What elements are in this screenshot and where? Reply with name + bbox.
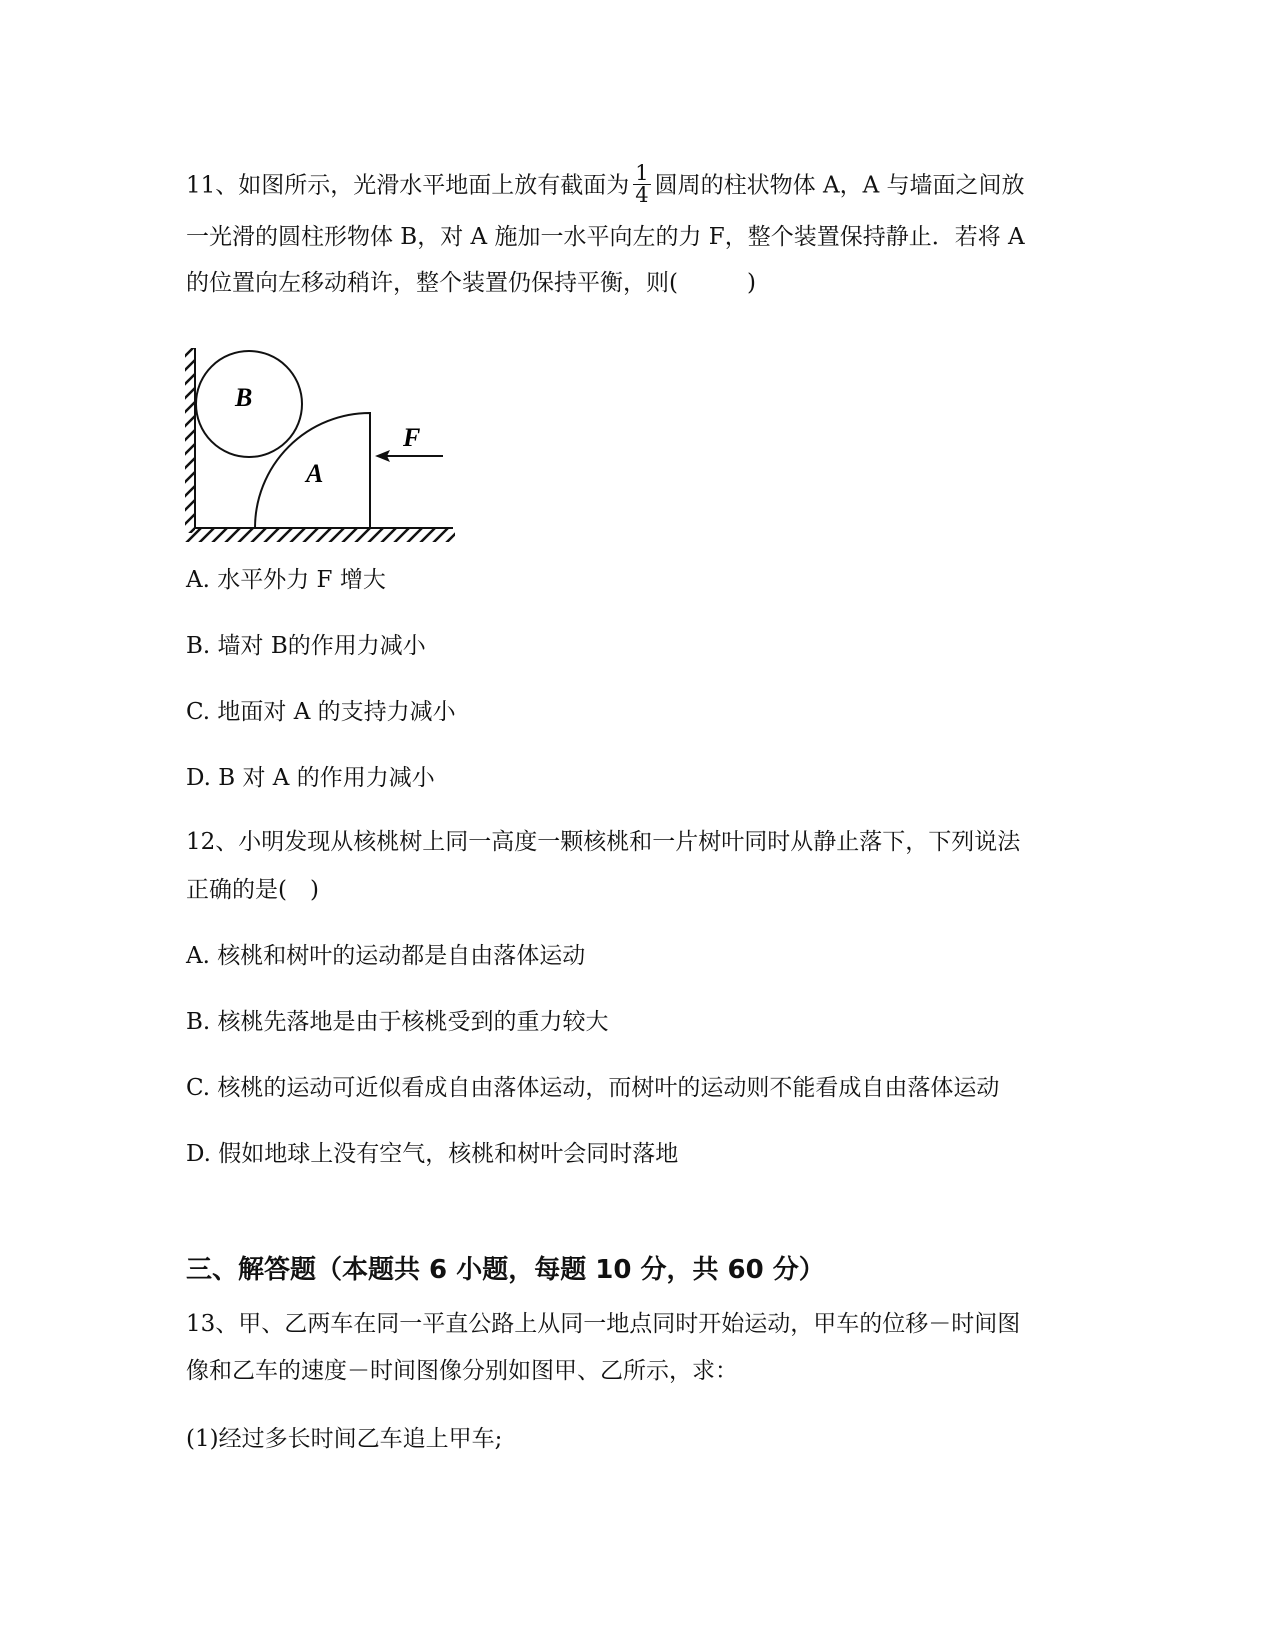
q12-option-a: A. 核桃和树叶的运动都是自由落体运动 xyxy=(186,943,586,969)
fraction-one-quarter xyxy=(633,163,650,206)
q11-figure xyxy=(185,348,465,548)
q12-option-b: B. 核桃先落地是由于核桃受到的重力较大 xyxy=(186,1009,609,1035)
q11-option-c: C. 地面对 A 的支持力减小 xyxy=(186,699,456,725)
q11-option-a: A. 水平外力 F 增大 xyxy=(186,567,386,593)
q12-option-c: C. 核桃的运动可近似看成自由落体运动，而树叶的运动则不能看成自由落体运动 xyxy=(186,1075,1000,1101)
q11-line1-pre: 11、如图所示，光滑水平地面上放有截面为 xyxy=(186,172,630,199)
q12-line-2: 正确的是( ) xyxy=(186,877,319,903)
q11-line-2: 一光滑的圆柱形物体 B，对 A 施加一水平向左的力 F，整个装置保持静止．若将 A xyxy=(186,224,1025,250)
q11-line1-post: 圆周的柱状物体 A，A 与墙面之间放 xyxy=(654,172,1025,199)
q11-line-3: 的位置向左移动稍许，整个装置仍保持平衡，则( ) xyxy=(186,270,756,296)
floor-hatch xyxy=(185,528,461,544)
q13-line-2: 像和乙车的速度－时间图像分别如图甲、乙所示，求： xyxy=(186,1358,738,1384)
fraction-numerator: 1 xyxy=(635,161,649,185)
q11-option-d: D. B 对 A 的作用力减小 xyxy=(186,765,435,791)
q11-option-b: B. 墙对 B的作用力减小 xyxy=(186,633,426,659)
label-f: F xyxy=(403,423,421,452)
q11-line-1 xyxy=(186,161,1025,208)
q12-line-1: 12、小明发现从核桃树上同一高度一颗核桃和一片树叶同时从静止落下，下列说法 xyxy=(186,829,1021,855)
q13-part-1: (1)经过多长时间乙车追上甲车; xyxy=(186,1426,503,1452)
section-3-heading: 三、解答题（本题共 6 小题，每题 10 分，共 60 分） xyxy=(186,1255,825,1285)
label-a: A xyxy=(306,459,324,488)
label-b: B xyxy=(235,383,253,412)
q12-option-d: D. 假如地球上没有空气，核桃和树叶会同时落地 xyxy=(186,1141,679,1167)
q13-line-1: 13、甲、乙两车在同一平直公路上从同一地点同时开始运动，甲车的位移－时间图 xyxy=(186,1311,1021,1337)
fraction-denominator: 4 xyxy=(635,183,649,207)
